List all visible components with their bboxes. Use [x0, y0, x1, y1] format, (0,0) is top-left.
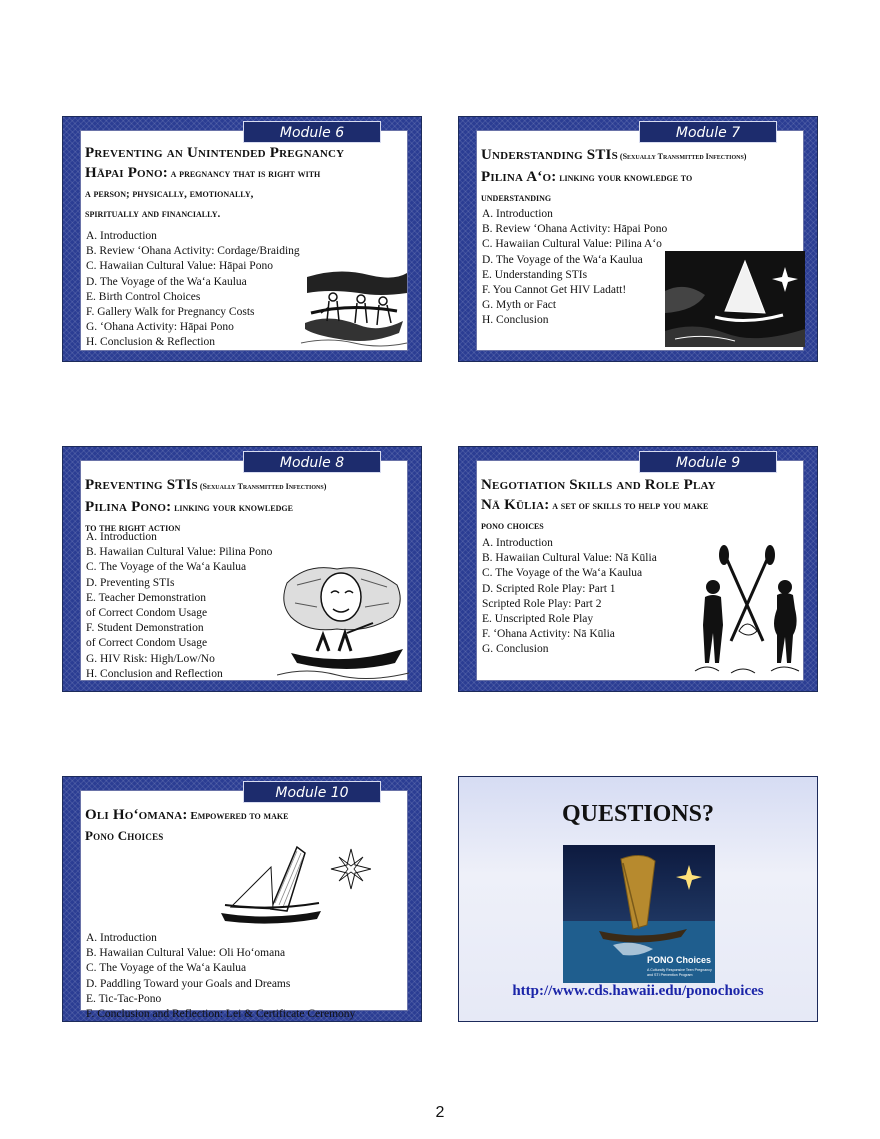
title-term: Preventing STIs — [85, 477, 198, 493]
slide-module-10 — [62, 776, 422, 1022]
list-item: D. Scripted Role Play: Part 1 — [482, 582, 616, 595]
title-definition: linking your knowledge — [171, 502, 293, 514]
slide-questions — [458, 776, 818, 1022]
list-item: C. The Voyage of the Wa‘a Kaulua — [482, 567, 643, 580]
list-item: Scripted Role Play: Part 2 — [482, 597, 602, 610]
slide-title — [85, 143, 403, 224]
slide-panel — [80, 785, 408, 1021]
module-tab: Module 8 — [243, 451, 381, 473]
list-item: F. Student Demonstration — [86, 622, 204, 635]
slide-panel — [476, 455, 804, 681]
list-item: C. The Voyage of the Wa‘a Kaulua — [86, 561, 247, 574]
questions-title: QUESTIONS? — [561, 801, 715, 827]
title-term: Hāpai Pono: — [85, 165, 168, 181]
list-item: B. Hawaiian Cultural Value: Oli Ho‘omana — [86, 947, 286, 960]
voyaging-canoe-illustration — [665, 251, 805, 347]
module-tab: Module 9 — [639, 451, 777, 473]
list-item: D. Paddling Toward your Goals and Dreams — [86, 977, 291, 990]
list-item: A. Introduction — [86, 531, 157, 543]
pono-choices-logo — [563, 845, 715, 983]
agenda-list — [86, 931, 355, 1022]
list-item: B. Hawaiian Cultural Value: Pilina Pono — [86, 546, 273, 559]
logo-title: PONO Choices — [647, 955, 712, 965]
list-item: D. The Voyage of the Wa‘a Kaulua — [86, 275, 247, 288]
slide-module-7 — [458, 116, 818, 362]
list-item: H. Conclusion and Reflection — [86, 667, 223, 680]
page-number: 2 — [435, 1104, 445, 1121]
slide-module-8 — [62, 446, 422, 692]
list-item: H. Conclusion — [482, 314, 549, 327]
list-item: F. ‘Ohana Activity: Nā Kūlia — [482, 628, 615, 641]
list-item: G. Myth or Fact — [482, 299, 557, 312]
title-definition: a pregnancy that is right with — [167, 168, 321, 180]
canoe-carrying-illustration — [299, 263, 409, 349]
list-item: E. Tic-Tac-Pono — [86, 992, 162, 1005]
list-item: E. Understanding STIs — [482, 268, 588, 281]
slide-module-9 — [458, 446, 818, 692]
title-term: Pilina Pono: — [85, 499, 172, 515]
list-item: E. Teacher Demonstration — [86, 591, 207, 604]
list-item: E. Unscripted Role Play — [482, 613, 594, 626]
list-item: of Correct Condom Usage — [86, 607, 208, 620]
title-definition: a set of skills to help you make — [549, 500, 709, 512]
title-note: (Sexually Transmitted Infections) — [617, 152, 747, 161]
slide-title — [481, 145, 799, 208]
agenda-list — [86, 229, 300, 351]
title-term: Nā Kūlia: — [481, 497, 550, 513]
title-term: Oli Ho‘omana: — [85, 807, 188, 823]
title-line: understanding — [481, 192, 552, 204]
list-item: D. The Voyage of the Wa‘a Kaulua — [482, 253, 643, 266]
list-item: E. Birth Control Choices — [86, 290, 201, 303]
slide-module-6 — [62, 116, 422, 362]
list-item: B. Review ‘Ohana Activity: Cordage/Braiding — [86, 245, 300, 258]
title-term: Pilina A‘o: — [481, 169, 557, 185]
list-item: G. HIV Risk: High/Low/No — [86, 652, 215, 665]
list-item: C. Hawaiian Cultural Value: Hāpai Pono — [86, 260, 273, 273]
logo-subtitle: A Culturally Responsive Teen Pregnancy — [647, 968, 712, 972]
guardian-and-canoe-illustration — [277, 563, 409, 681]
list-item: A. Introduction — [482, 537, 553, 549]
title-line: pono choices — [481, 520, 544, 532]
compass-star-icon — [331, 849, 371, 889]
title-line: to the right action — [85, 522, 181, 534]
list-item: H. Conclusion & Reflection — [86, 336, 216, 349]
agenda-list — [482, 207, 667, 329]
slide-panel — [80, 455, 408, 681]
list-item: A. Introduction — [86, 230, 157, 242]
list-item: B. Hawaiian Cultural Value: Nā Kūlia — [482, 552, 657, 565]
title-definition: Empowered to make — [187, 810, 289, 822]
slide-title — [481, 475, 799, 536]
title-line: Negotiation Skills and Role Play — [481, 477, 716, 493]
slide-panel — [476, 125, 804, 351]
module-tab: Module 10 — [243, 781, 381, 803]
slide-title — [85, 805, 403, 846]
title-line: spiritually and financially. — [85, 208, 221, 220]
slide-panel — [80, 125, 408, 351]
list-item: C. The Voyage of the Wa‘a Kaulua — [86, 962, 247, 975]
two-figures-crossed-paddles-illustration — [691, 545, 807, 677]
agenda-list — [482, 536, 657, 658]
title-line: Pono Choices — [85, 828, 164, 843]
list-item: F. You Cannot Get HIV Ladatt! — [482, 284, 627, 297]
slide-title — [85, 475, 403, 538]
list-item: A. Introduction — [86, 932, 157, 944]
sailing-canoe-illustration — [201, 843, 371, 929]
title-term: Understanding STIs — [481, 147, 618, 163]
website-link[interactable]: http://www.cds.hawaii.edu/ponochoices — [512, 983, 764, 999]
list-item: G. ‘Ohana Activity: Hāpai Pono — [86, 321, 234, 334]
agenda-list — [86, 530, 272, 682]
list-item: D. Preventing STIs — [86, 576, 175, 589]
title-line: Preventing an Unintended Pregnancy — [85, 145, 345, 161]
title-note: (Sexually Transmitted Infections) — [197, 482, 327, 491]
list-item: G. Conclusion — [482, 643, 549, 656]
module-tab: Module 7 — [639, 121, 777, 143]
logo-subtitle: and STI Prevention Program — [647, 973, 693, 977]
list-item: A. Introduction — [482, 208, 553, 220]
list-item: B. Review ‘Ohana Activity: Hāpai Pono — [482, 223, 668, 236]
module-tab: Module 6 — [243, 121, 381, 143]
title-line: a person; physically, emotionally, — [85, 188, 254, 200]
list-item: of Correct Condom Usage — [86, 637, 208, 650]
list-item: F. Conclusion and Reflection: Lei & Certificate Ceremony — [86, 1008, 356, 1021]
title-definition: linking your knowledge to — [556, 172, 693, 184]
list-item: F. Gallery Walk for Pregnancy Costs — [86, 306, 255, 319]
list-item: C. Hawaiian Cultural Value: Pilina A‘o — [482, 238, 662, 251]
